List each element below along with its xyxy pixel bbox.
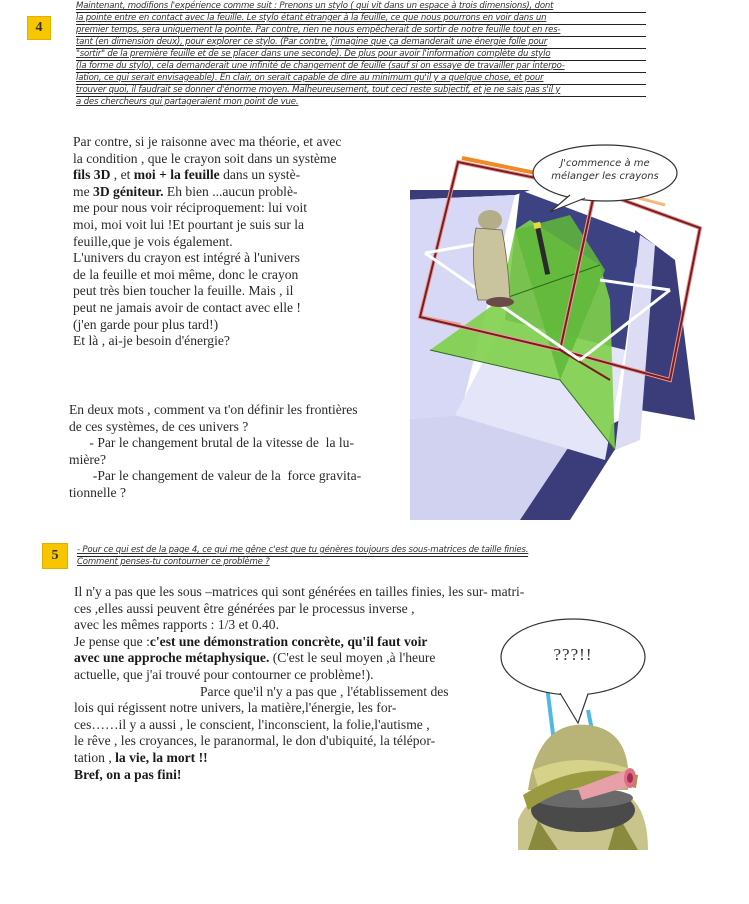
question-line: la pointe entre en contact avec la feuille. Le stylo étant étranger à la feuille, ce que nous pourrons en voir dans un: [76, 13, 646, 25]
speech-bubble-2: [498, 615, 648, 725]
question-line: Maintenant, modifions l'expérience comme suit : Prenons un stylo ( qui vit dans un espace à trois dimensions), dont: [76, 1, 646, 13]
speech-bubble-1-text: J'commence à me mélanger les crayons: [551, 158, 659, 182]
section-4-number-badge: 4: [27, 16, 51, 40]
question-line: premier temps, sera uniquement la pointe. Par contre, rien ne nous empêcherait de sortir de notre feuille tout en res-: [76, 25, 646, 37]
figure-character: [473, 210, 514, 307]
question-line: - Pour ce qui est de la page 4, ce qui me gêne c'est que tu génères toujours des sous-matrices de taille finies.: [77, 545, 529, 555]
question-line: (la forme du stylo), cela demanderait une infinité de changement de feuille (sauf si on essaye de travailler par interpo-: [76, 61, 646, 73]
speech-bubble-2-text: ???!!: [553, 645, 593, 664]
section-4-paragraph-2: En deux mots , comment va t'on définir les frontières de ces systèmes, de ces univers ? - Par le changement brutal de la vitesse de la lu- mière? -Par le changement de valeur de la force gravita- tionnelle ?: [69, 402, 362, 500]
section-4-paragraph-1: Par contre, si je raisonne avec ma théorie, et avec la condition , que le crayon soit dans un système fils 3D , et moi + la feuille dans un systè- me 3D géniteur. Eh bien ...aucun problè- me pour nous voir réciproquement: lui voit moi, moi voit lui !Et pourtant je suis sur la feuille,que je vois également. L'univers du crayon est intégré à l'univers de la feuille et moi même, donc le crayon peut très bien toucher la feuille. Mais , il peut ne jamais avoir de contact avec elle ! (j'en garde pour plus tard!) Et là , ai-je besoin d'énergie?: [73, 134, 342, 349]
question-line: a des chercheurs qui partageraient mon point de vue.: [76, 97, 299, 107]
section-5-question: [77, 545, 528, 568]
section-5-paragraph: Il n'y a pas que les sous –matrices qui sont générées en tailles finies, les sur- matri- ces ,elles aussi peuvent être générées par le processus inverse , avec les mêmes rapports : 1/3 et 0.40. Je pense que :c'est une démonstration concrète, qu'il faut voir avec une approche métaphysique. (C'est le seul moyen ,à l'heure actuelle, que j'ai trouvé pour contourner ce problème!). Parce que'il n'y a pas que , l'établissement des lois qui régissent notre univers, la matière,l'énergie, les for- ces……il y a aussi , le conscient, l'inconscient, la folie,l'autisme , le rêve , les croyances, le paranormal, le don d'ubiquité, la télépor- tation , la vie, la mort !! Bref, on a pas fini!: [74, 584, 525, 782]
section-4-question: [76, 1, 646, 108]
question-line: trouver quoi, il faudrait se donner d'énorme moyen. Malheureusement, tout ceci reste subjectif, et je ne sais pas s'il y: [76, 85, 646, 97]
question-line: tant (en dimension deux), pour explorer ce stylo. (Par contre, j'imagine que ça demanderait une énergie folle pour: [76, 37, 646, 49]
question-line: "sortir" de la première feuille et de se placer dans une seconde). De plus pour avoir l'information complète du stylo: [76, 49, 646, 61]
question-line: Comment penses-tu contourner ce problème ?: [77, 557, 270, 567]
section-5-number-badge: 5: [42, 543, 68, 569]
question-line: lation, ce qui serait envisageable). En clair, on serait capable de dire au minimum qu'il y a quelque chose, et pour: [76, 73, 646, 85]
